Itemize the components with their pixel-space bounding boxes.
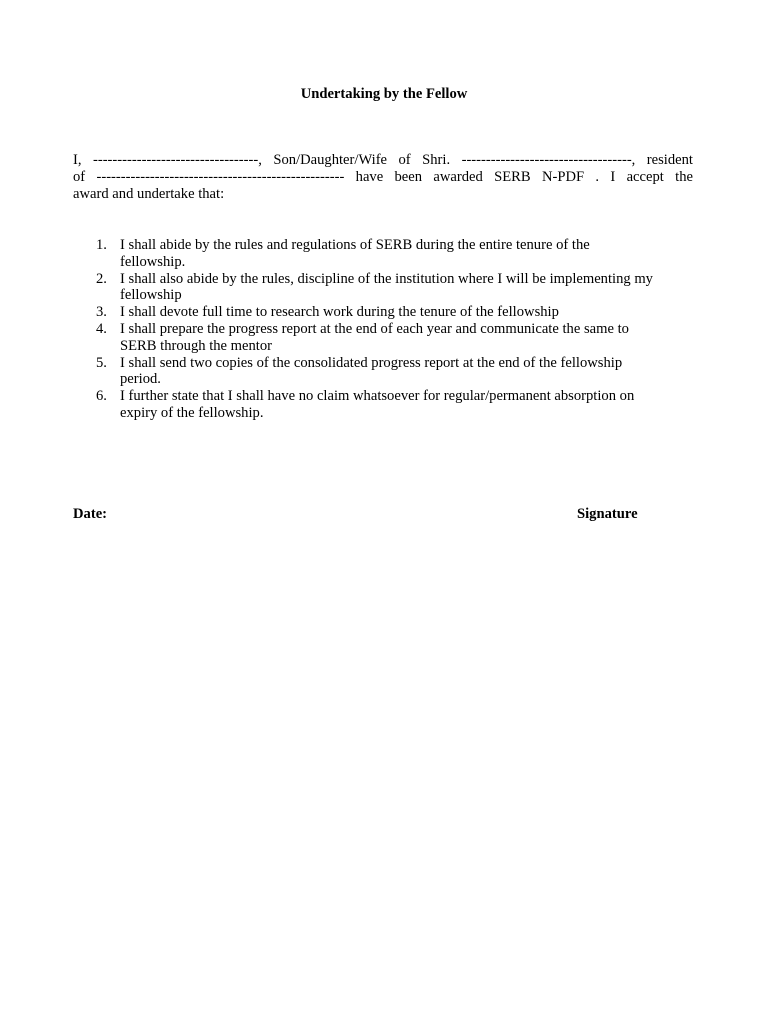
list-item (73, 321, 693, 355)
item-number: 4. (96, 320, 107, 337)
item-text: expiry of the fellowship. (120, 404, 264, 421)
intro-paragraph (73, 152, 693, 202)
item-text: I shall also abide by the rules, discipline of the institution where I will be implementing my (120, 270, 653, 287)
item-text: period. (120, 371, 161, 388)
intro-line: of --------------------------------------------------- have been awarded SERB N-PDF . I accept the (73, 168, 693, 185)
list-item (73, 271, 693, 305)
item-number: 3. (96, 304, 107, 321)
document-title: Undertaking by the Fellow (300, 86, 468, 102)
item-number: 6. (96, 388, 107, 405)
item-text: I shall abide by the rules and regulations of SERB during the entire tenure of the (120, 237, 590, 253)
item-number: 2. (96, 270, 107, 287)
undertakings-list (73, 237, 693, 422)
list-item (73, 355, 693, 389)
intro-line: I, ----------------------------------, Son/Daughter/Wife of Shri. -----------------------------------, resident (73, 152, 693, 168)
item-text: I shall devote full time to research work during the tenure of the fellowship (120, 304, 559, 321)
signature-label: Signature (577, 506, 638, 522)
item-text: fellowship (120, 287, 182, 304)
list-item (73, 388, 693, 422)
item-number: 5. (96, 354, 107, 371)
item-text: I shall send two copies of the consolidated progress report at the end of the fellowship (120, 354, 623, 371)
list-item (73, 237, 693, 271)
list-item (73, 304, 693, 321)
item-number: 1. (96, 237, 107, 253)
date-label: Date: (73, 506, 108, 522)
item-text: SERB through the mentor (120, 337, 273, 354)
item-text: fellowship. (120, 253, 186, 270)
item-text: I shall prepare the progress report at the end of each year and communicate the same to (120, 320, 629, 337)
item-text: I further state that I shall have no claim whatsoever for regular/permanent absorption on (120, 388, 635, 405)
intro-line: award and undertake that: (73, 185, 225, 202)
